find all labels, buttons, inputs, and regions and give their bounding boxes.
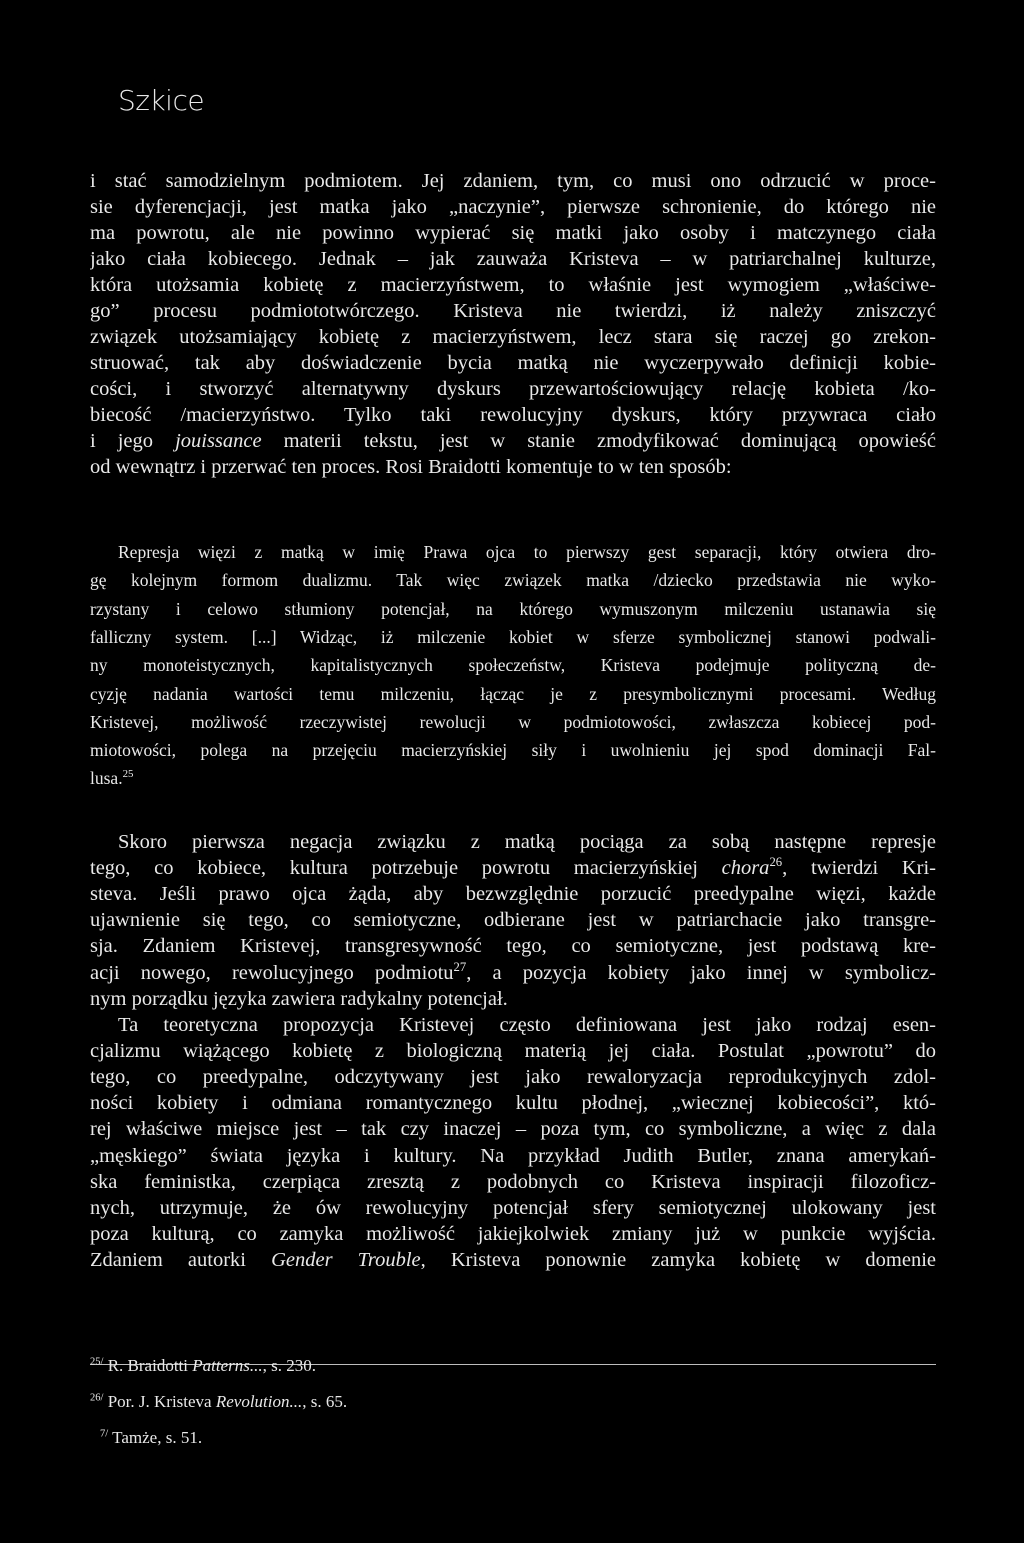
paragraph2-line: tego, co kobiece, kultura potrzebuje powrotu macierzyńskiej chora$^{26}$, twierdzi Kri-: [90, 855, 936, 880]
paragraph3-line: tego, co preedypalne, odczytywany jest jako rewaloryzacja reprodukcyjnych zdol-: [90, 1066, 936, 1089]
italic-title: Revolution...: [215, 1392, 303, 1411]
quote-line: ny monoteistycznych, kapitalistycznych społeczeństw, Kristeva podejmuje polityczną de-: [90, 655, 936, 676]
paragraph3-line: ska feministka, czerpiąca zresztą z podobnych co Kristeva inspiracji filozoficz-: [90, 1170, 936, 1193]
paragraph3-line: „męskiego” świata języka i kultury. Na przykład Judith Butler, znana amerykań-: [90, 1144, 936, 1167]
quote-line: falliczny system. [...] Widząc, iż milczenie kobiet w sferze symbolicznej stanowi podwali-: [90, 626, 936, 647]
paragraph2-line: acji nowego, rewolucyjnego podmiotu$^{27}$, a pozycja kobiety jako innej w symbolicz-: [90, 959, 936, 984]
paragraph1-line: go” procesu podmiototwórczego. Kristeva nie twierdzi, iż należy zniszczyć: [90, 300, 936, 322]
italic-title: Gender Trouble: [271, 1248, 421, 1271]
footnote-ref: 27: [453, 959, 467, 974]
paragraph2-line: nym porządku języka zawiera radykalny potencjał.: [90, 987, 508, 1010]
paragraph1-line: i stać samodzielnym podmiotem. Jej zdaniem, tym, co musi ono odrzucić w proce-: [90, 170, 936, 192]
paragraph3-line: Ta teoretyczna propozycja Kristevej często definiowana jest jako rodzaj esen-: [118, 1014, 936, 1036]
footnote-mark: 25/: [90, 1356, 104, 1368]
paragraph3-line: cjalizmu wiążącego kobietę z biologiczną materią jej ciała. Postulat „powrotu” do: [90, 1040, 936, 1063]
quote-line: lusa.$^{25}$: [90, 768, 134, 789]
footnote-mark: 7/: [100, 1428, 109, 1440]
italic-title: chora: [721, 857, 770, 880]
footnote-item: $^{7/}$ Tamże, s. 51.: [100, 1428, 203, 1447]
paragraph2-line: steva. Jeśli prawo ojca żąda, aby bezwzględnie porzucić preedypalne więzi, każde: [90, 883, 936, 906]
paragraph1-line: która utożsamia kobietę z macierzyństwem, to właśnie jest wymogiem „właściwe-: [90, 274, 936, 296]
paragraph2-line: ujawnienie się tego, co semiotyczne, odbierane jest w patriarchacie jako transgre-: [90, 909, 936, 932]
quote-line: gę kolejnym formom dualizmu. Tak więc związek matka /dziecko przedstawia nie wyko-: [90, 570, 936, 591]
paragraph2-line: Skoro pierwsza negacja związku z matką pociąga za sobą następne represje: [118, 831, 936, 853]
footnote-item: $^{25/}$ R. Braidotti Patterns..., s. 230.: [90, 1356, 316, 1375]
paragraph1-line: i jego jouissance materii tekstu, jest w stanie zmodyfikować dominującą opowieść: [90, 430, 936, 452]
paragraph1-line: jako ciała kobiecego. Jednak – jak zauważa Kristeva – w patriarchalnej kulturze,: [90, 248, 936, 270]
quote-line: cyzję nadania wartości temu milczeniu, łącząc je z presymbolicznymi procesami. Według: [90, 683, 936, 704]
quote-line: rzystany i celowo stłumiony potencjał, na którego wymuszonym milczeniu ustanawia się: [90, 598, 936, 619]
running-header: Szkice: [118, 84, 205, 117]
quote-line: miotowości, polega na przejęciu macierzyńskiej siły i uwolnieniu jej spod dominacji Fal-: [90, 740, 936, 761]
paragraph1-line: od wewnątrz i przerwać ten proces. Rosi Braidotti komentuje to w ten sposób:: [90, 456, 732, 478]
paragraph1-line: sie dyferencjacji, jest matka jako „naczynie”, pierwsze schronienie, do którego nie: [90, 196, 936, 218]
footnote-ref: 26: [769, 855, 783, 870]
footnote-mark: 26/: [90, 1392, 104, 1404]
quote-line: Represja więzi z matką w imię Prawa ojca to pierwszy gest separacji, który otwiera dro-: [118, 542, 936, 562]
paragraph3-line: poza kulturą, co zamyka możliwość jakiejkolwiek zmiany już w punkcie wyjścia.: [90, 1222, 936, 1245]
paragraph1-line: cości, i stworzyć alternatywny dyskurs przewartościowujący relację kobieta /ko-: [90, 378, 936, 400]
footnote-item: $^{26/}$ Por. J. Kristeva Revolution..., s. 65.: [90, 1392, 348, 1411]
paragraph1-line: ma powrotu, ale nie powinno wypierać się matki jako osoby i matczynego ciała: [90, 222, 936, 244]
paragraph3-line: rej właściwe miejsce jest – tak czy inaczej – poza tym, co symboliczne, a więc z dala: [90, 1118, 936, 1141]
quote-line: Kristevej, możliwość rzeczywistej rewolucji w podmiotowości, zwłaszcza kobiecej pod-: [90, 711, 936, 732]
footnote-ref: 25: [122, 768, 134, 781]
paragraph3-line: nych, utrzymuje, że ów rewolucyjny potencjał sfery semiotycznej ulokowany jest: [90, 1196, 936, 1219]
paragraph1-line: struować, tak aby doświadczenie bycia matką nie wyczerpywało definicji kobie-: [90, 352, 936, 374]
paragraph1-line: związek utożsamiający kobietę z macierzyństwem, lecz stara się raczej go zrekon-: [90, 326, 936, 348]
italic-title: Patterns...: [192, 1356, 263, 1375]
paragraph3-line: ności kobiety i odmiana romantycznego kultu płodnej, „wiecznej kobiecości”, któ-: [90, 1092, 936, 1115]
italic-title: jouissance: [175, 430, 262, 452]
paragraph1-line: biecość /macierzyństwo. Tylko taki rewolucyjny dyskurs, który przywraca ciało: [90, 404, 936, 426]
paragraph2-line: sja. Zdaniem Kristevej, transgresywność tego, co semiotyczne, jest podstawą kre-: [90, 935, 936, 958]
paragraph3-line: Zdaniem autorki Gender Trouble, Kristeva ponownie zamyka kobietę w domenie: [90, 1248, 936, 1271]
